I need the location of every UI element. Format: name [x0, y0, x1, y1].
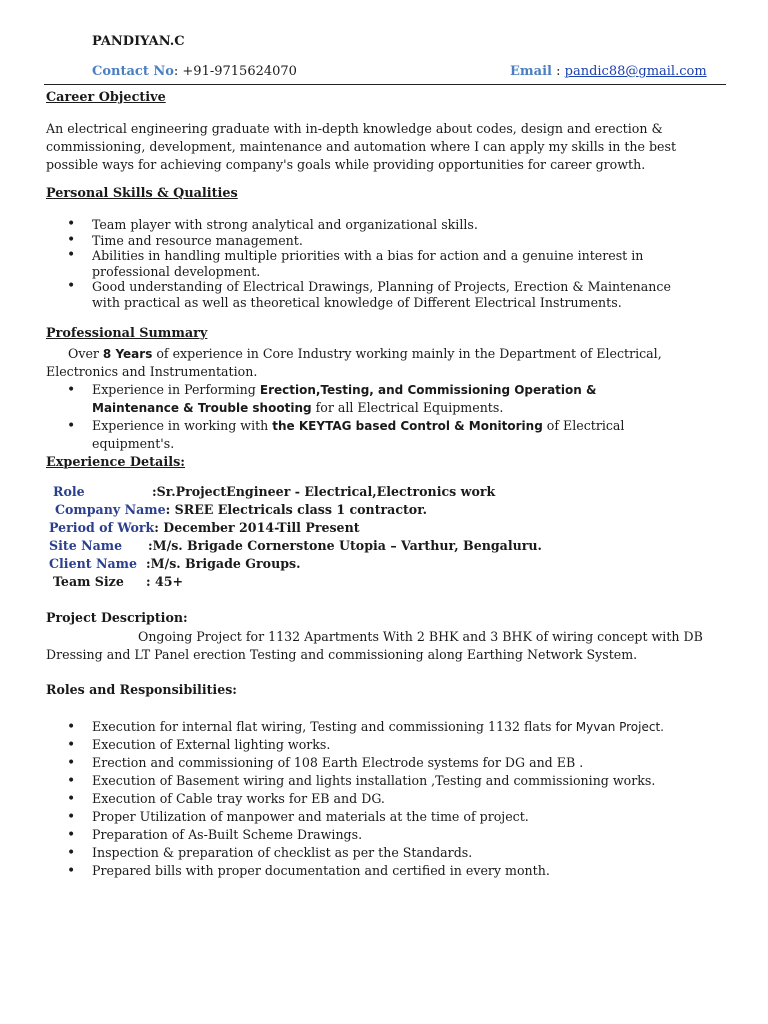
- career-objective-heading: Career Objective: [46, 90, 166, 105]
- years-highlight: 8 Years: [102, 347, 153, 361]
- list-item: • Good understanding of Electrical Drawings, Planning of Projects, Erection & Maintenance with practical as well as theoretical knowledge of Different Electrical Instruments.: [46, 279, 696, 310]
- skills-heading: Personal Skills & Qualities: [46, 186, 238, 201]
- contact-line: [92, 64, 297, 79]
- client-label: Client Name: [49, 556, 137, 571]
- list-item: • Inspection & preparation of checklist as per the Standards.: [46, 844, 696, 862]
- summary-intro: Over 8 Years of experience in Core Industry working mainly in the Department of Electrical, Electronics and Instrumentation.: [46, 346, 662, 379]
- email-line: [510, 64, 707, 79]
- contact-label: Contact No: [92, 64, 174, 79]
- period-label: Period of Work: [49, 520, 155, 535]
- list-item: • Experience in Performing Erection,Testing, and Commissioning Operation & Maintenance & Trouble shooting for all Electrical Equipments.: [46, 381, 676, 417]
- list-item: • Abilities in handling multiple priorities with a bias for action and a genuine interest in professional development.: [46, 248, 696, 279]
- client-value: :M/s. Brigade Groups.: [146, 556, 301, 571]
- team-value: : 45+: [146, 574, 184, 589]
- period-value: : December 2014-Till Present: [154, 520, 360, 535]
- list-item: • Time and resource management.: [46, 233, 696, 249]
- email-link[interactable]: pandic88@gmail.com: [564, 64, 707, 79]
- list-item: • Execution for internal flat wiring, Testing and commissioning 1132 flats for Myvan Project.: [46, 718, 696, 736]
- period-row: [49, 520, 360, 535]
- summary-heading: Professional Summary: [46, 326, 208, 341]
- company-value: : SREE Electricals class 1 contractor.: [165, 502, 428, 517]
- company-label: Company Name: [55, 502, 166, 517]
- list-item: • Execution of Basement wiring and lights installation ,Testing and commissioning works.: [46, 772, 696, 790]
- header-divider: [44, 84, 726, 85]
- site-value: :M/s. Brigade Cornerstone Utopia – Varthur, Bengaluru.: [148, 538, 542, 553]
- company-row: [55, 502, 427, 517]
- role-label: Role: [53, 484, 85, 499]
- list-item: • Prepared bills with proper documentation and certified in every month.: [46, 862, 696, 880]
- skills-list: [46, 217, 696, 310]
- site-label: Site Name: [49, 538, 123, 553]
- career-objective-text: An electrical engineering graduate with in-depth knowledge about codes, design and erection & commissioning, development, maintenance and automation where I can apply my skills in the best possible ways for achieving company's goals while providing opportunities for career growth.: [46, 121, 677, 172]
- project-heading: Project Description:: [46, 610, 188, 625]
- list-item: • Proper Utilization of manpower and materials at the time of project.: [46, 808, 696, 826]
- experience-heading: Experience Details:: [46, 455, 186, 470]
- list-item: • Execution of External lighting works.: [46, 736, 696, 754]
- list-item: • Erection and commissioning of 108 Earth Electrode systems for DG and EB .: [46, 754, 696, 772]
- role-value: :Sr.ProjectEngineer - Electrical,Electronics work: [152, 484, 496, 499]
- roles-heading: Roles and Responsibilities:: [46, 682, 237, 697]
- team-label: Team Size: [53, 574, 124, 589]
- list-item: • Experience in working with the KEYTAG based Control & Monitoring of Electrical equipment's.: [46, 417, 676, 453]
- roles-list: [46, 718, 696, 880]
- list-item: • Preparation of As-Built Scheme Drawings.: [46, 826, 696, 844]
- email-separator: :: [551, 64, 565, 79]
- email-label: Email: [510, 64, 552, 79]
- list-item: • Execution of Cable tray works for EB and DG.: [46, 790, 696, 808]
- contact-value: : +91-9715624070: [173, 64, 297, 79]
- candidate-name: PANDIYAN.C: [92, 34, 185, 49]
- project-text: Ongoing Project for 1132 Apartments With 2 BHK and 3 BHK of wiring concept with DB Dressing and LT Panel erection Testing and commissioning along Earthing Network System.: [46, 629, 703, 662]
- summary-list: [46, 381, 676, 453]
- list-item: • Team player with strong analytical and organizational skills.: [46, 217, 696, 233]
